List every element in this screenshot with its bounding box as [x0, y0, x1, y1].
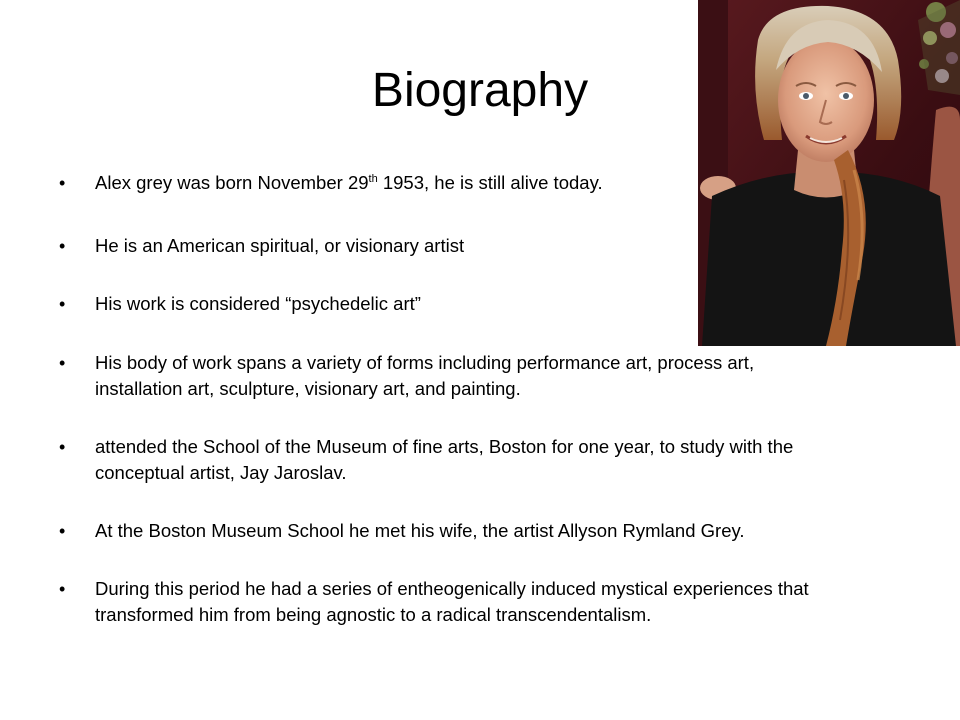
bullet-text-continued: conceptual artist, Jay Jaroslav.	[95, 462, 347, 483]
bullet-text: • attended the School of the Museum of fine arts, Boston for one year, to study with the	[95, 436, 794, 457]
bullet-text: • During this period he had a series of entheogenically induced mystical experiences that	[95, 578, 809, 599]
bullet-item	[95, 518, 745, 544]
bullet-text: He is an American spiritual, or visionary artist	[95, 235, 465, 256]
slide-title: Biography	[371, 64, 589, 117]
bullet-item	[95, 291, 421, 317]
bullet-text: • His body of work spans a variety of forms including performance art, process art,	[95, 352, 755, 373]
bullet-item	[95, 233, 464, 259]
bullet-item	[95, 170, 603, 196]
bullet-item	[95, 576, 809, 628]
bullet-text: At the Boston Museum School he met his wife, the artist Allyson Rymland Grey.	[95, 520, 745, 541]
bullet-text: 1953, he is still alive today.	[377, 172, 603, 193]
bullet-text-continued: installation art, sculpture, visionary art, and painting.	[95, 378, 521, 399]
bullet-item	[95, 434, 793, 486]
bullet-text: Alex grey was born November 29	[95, 172, 369, 193]
bullet-text: His work is considered “psychedelic art”	[95, 293, 421, 314]
bullet-item	[95, 350, 754, 402]
ordinal-suffix: th	[368, 172, 378, 185]
bullet-text-continued: transformed him from being agnostic to a radical transcendentalism.	[95, 604, 652, 625]
